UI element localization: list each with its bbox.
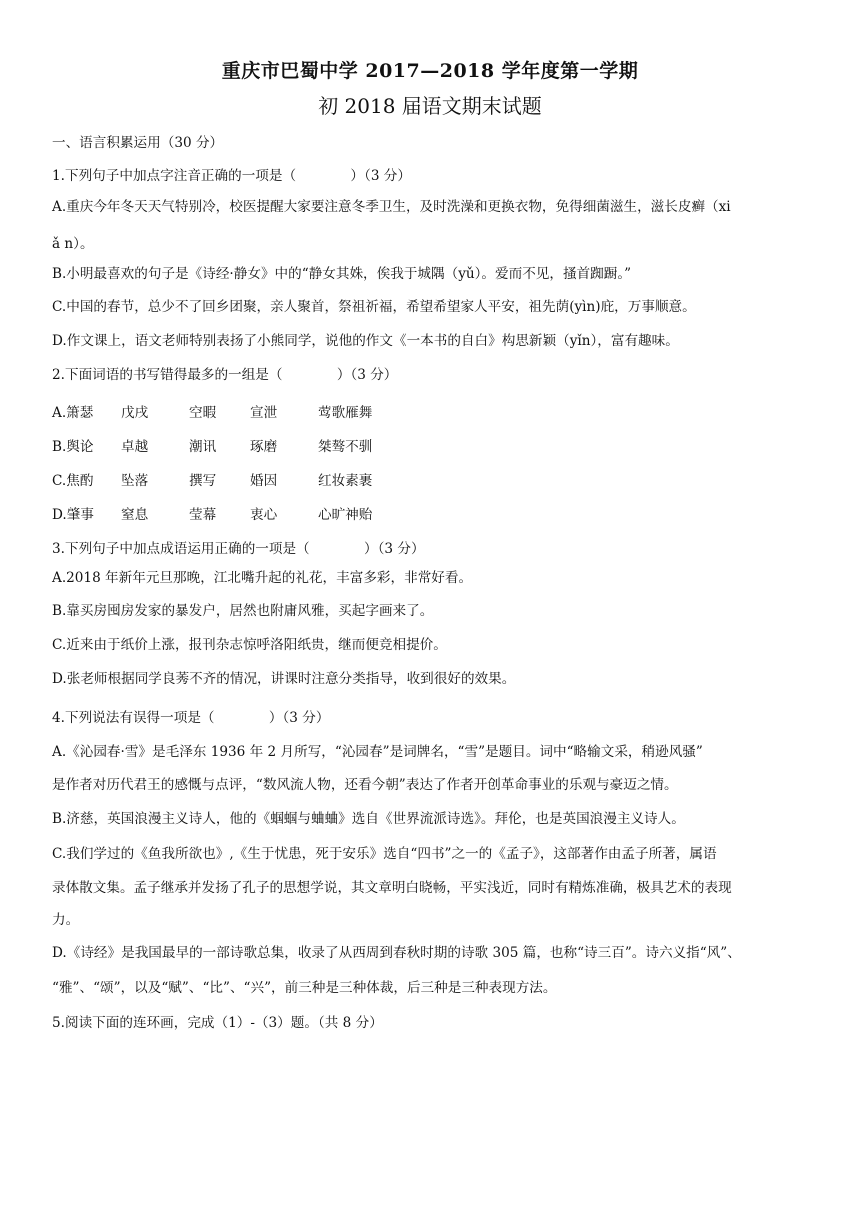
q2-c-word1: C.焦酌 [52, 473, 94, 489]
q3-stem: 3.下列句子中加点成语运用正确的一项是（ ）（3 分） [52, 541, 425, 557]
q2-d-word3: 莹幕 [189, 507, 217, 523]
q3-option-c: C.近来由于纸价上涨，报刊杂志惊呼洛阳纸贵，继而便竞相提价。 [52, 637, 447, 653]
q4-option-c-line3: 力。 [52, 912, 80, 928]
q2-c-word5: 红妆素裹 [318, 473, 373, 489]
q1-option-a-line2: ǎ n）。 [52, 236, 94, 252]
q2-b-word5: 桀骜不驯 [318, 439, 373, 455]
q5-stem: 5.阅读下面的连环画，完成（1）-（3）题。（共 8 分） [52, 1015, 383, 1031]
q1-stem: 1.下列句子中加点字注音正确的一项是（ ）（3 分） [52, 168, 411, 184]
q3-option-a: A.2018 年新年元旦那晚，江北嘴升起的礼花，丰富多彩，非常好看。 [52, 570, 473, 586]
q2-a-word3: 空暇 [189, 405, 217, 421]
q3-option-d: D.张老师根据同学良莠不齐的情况，讲课时注意分类指导，收到很好的效果。 [52, 671, 516, 687]
q2-a-word1: A.箫瑟 [52, 405, 94, 421]
q1-option-d: D.作文课上，语文老师特别表扬了小熊同学，说他的作文《一本书的自白》构思新颖（yǐn），富有趣味。 [52, 333, 679, 349]
page-title: 重庆市巴蜀中学 2017—2018 学年度第一学期 [221, 60, 639, 82]
q2-b-word1: B.舆论 [52, 439, 94, 455]
q2-a-word2: 戊戌 [121, 405, 149, 421]
q2-b-word2: 卓越 [121, 439, 149, 455]
q2-d-word1: D.肇事 [52, 507, 94, 523]
q4-option-a-line1: A.《沁园春·雪》是毛泽东 1936 年 2 月所写，“沁园春”是词牌名，“雪”是题目。词中“略输文采，稍逊风骚” [52, 744, 703, 760]
q4-option-d-line2: “雅”、“颂”，以及“赋”、“比”、“兴”，前三种是三种体裁，后三种是三种表现方法。 [52, 980, 557, 996]
q2-b-word3: 潮讯 [189, 439, 217, 455]
q4-option-d-line1: D.《诗经》是我国最早的一部诗歌总集，收录了从西周到春秋时期的诗歌 305 篇，也称“诗三百”。诗六义指“风”、 [52, 945, 741, 961]
page-subtitle: 初 2018 届语文期末试题 [318, 94, 542, 118]
q4-option-c-line1: C.我们学过的《鱼我所欲也》,《生于忧患，死于安乐》选自“四书”之一的《孟子》，这部著作由孟子所著，属语 [52, 846, 717, 862]
q2-d-word2: 窒息 [121, 507, 149, 523]
q4-stem: 4.下列说法有误得一项是（ ）（3 分） [52, 710, 330, 726]
q2-c-word3: 撰写 [189, 473, 217, 489]
q2-c-word2: 坠落 [121, 473, 149, 489]
q1-option-a-line1: A.重庆今年冬天天气特别冷，校医提醒大家要注意冬季卫生，及时洗澡和更换衣物，免得细菌滋生，滋长皮癣（xi [52, 199, 731, 215]
q2-a-word5: 莺歌雁舞 [318, 405, 373, 421]
q1-option-b: B.小明最喜欢的句子是《诗经·静女》中的“静女其姝，俟我于城隅（yǔ）。爱而不见，搔首踟蹰。” [52, 266, 632, 282]
q4-option-c-line2: 录体散文集。孟子继承并发扬了孔子的思想学说，其文章明白晓畅，平实浅近，同时有精炼准确，极具艺术的表现 [52, 880, 732, 896]
q4-option-b: B.济慈，英国浪漫主义诗人，他的《蝈蝈与蛐蛐》选自《世界流派诗选》。拜伦，也是英国浪漫主义诗人。 [52, 811, 685, 827]
q4-option-a-line2: 是作者对历代君王的感慨与点评，“数风流人物，还看今朝”表达了作者开创革命事业的乐观与豪迈之情。 [52, 777, 678, 793]
q2-b-word4: 琢磨 [250, 439, 278, 455]
q2-d-word4: 衷心 [250, 507, 278, 523]
q1-option-c: C.中国的春节，总少不了回乡团聚，亲人聚首，祭祖祈福，希望希望家人平安，祖先荫(yìn)庇，万事顺意。 [52, 299, 696, 315]
q3-option-b: B.靠买房囤房发家的暴发户，居然也附庸风雅，买起字画来了。 [52, 603, 434, 619]
q2-stem: 2.下面词语的书写错得最多的一组是（ ）（3 分） [52, 367, 398, 383]
q2-a-word4: 宣泄 [250, 405, 278, 421]
q2-c-word4: 婚因 [250, 473, 278, 489]
section-heading: 一、语言积累运用（30 分） [52, 135, 224, 151]
q2-d-word5: 心旷神贻 [318, 507, 373, 523]
